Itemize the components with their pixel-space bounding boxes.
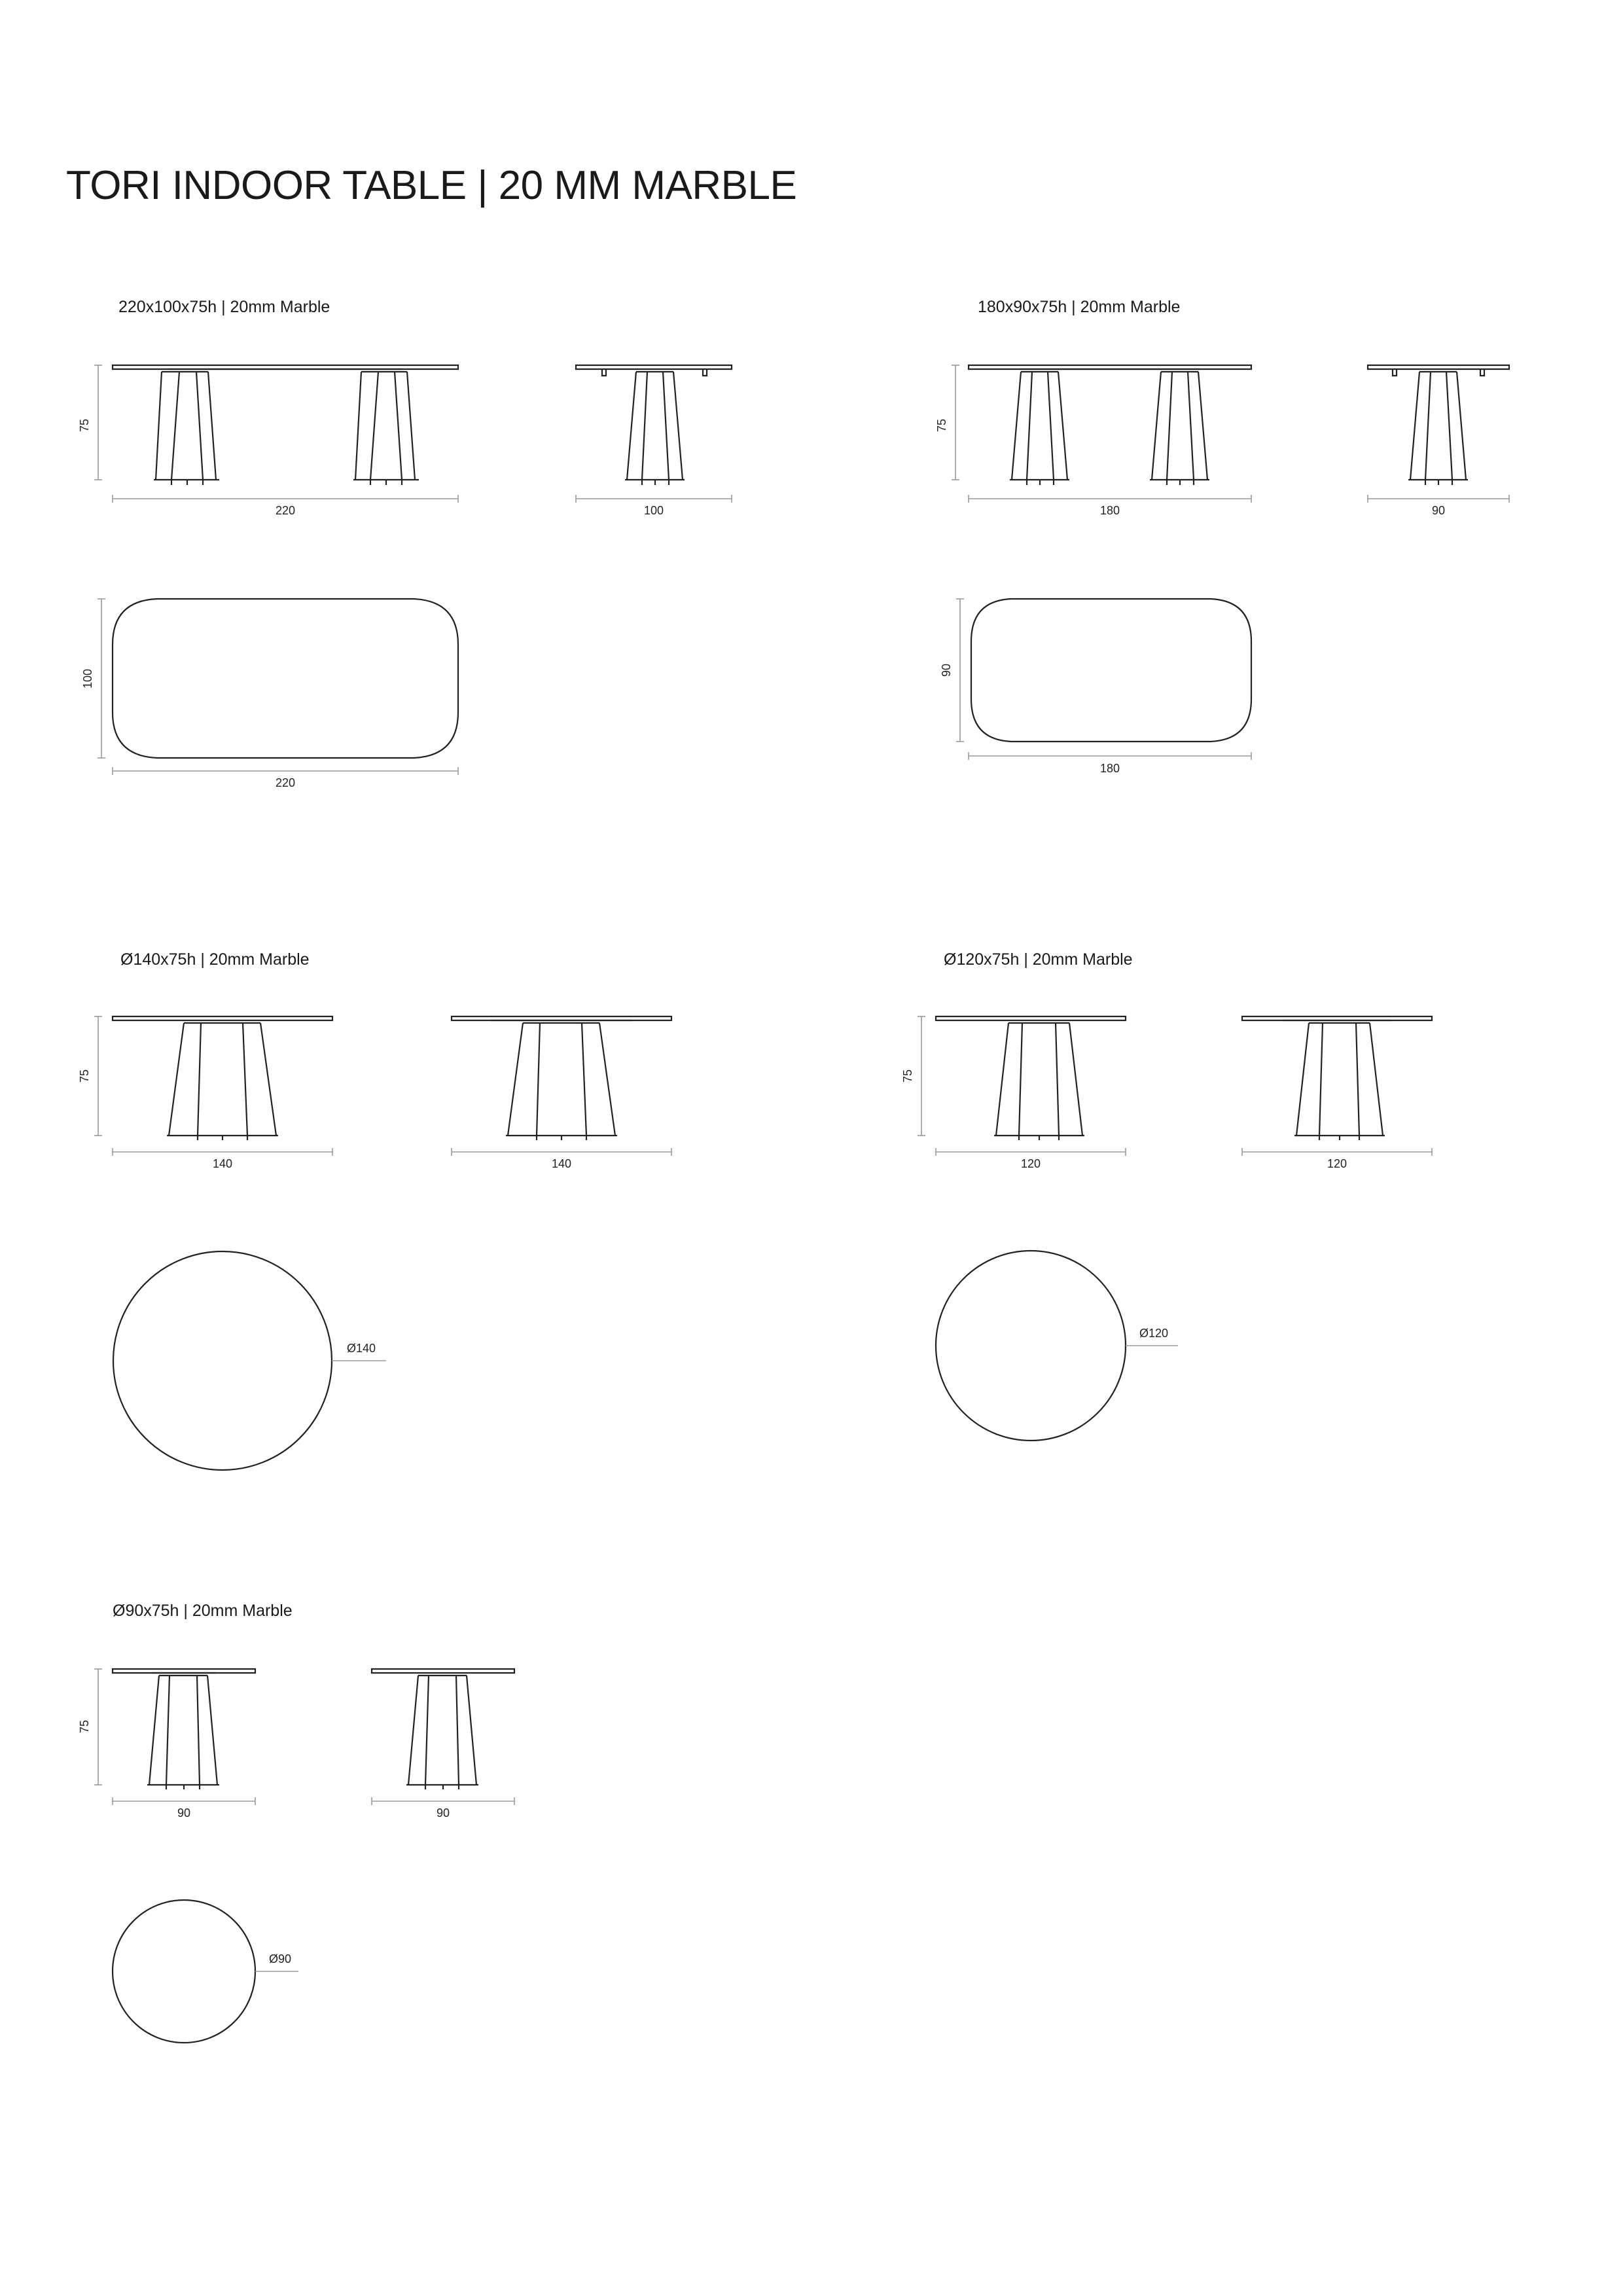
width-label: 120: [1020, 1157, 1041, 1170]
depth-dimension: [956, 599, 964, 742]
elevation-front-d120: [936, 1016, 1126, 1140]
elevation-front-d90: [113, 1669, 255, 1789]
width-dimension: [372, 1797, 514, 1805]
width-label: 220: [275, 776, 296, 789]
elevation-front-220x100: [113, 365, 458, 485]
diameter-label: Ø120: [1139, 1327, 1169, 1340]
width-label: 100: [643, 504, 664, 517]
elevation-side-d140: [452, 1016, 671, 1140]
depth-dimension: [98, 599, 105, 758]
width-dimension: [1368, 495, 1509, 503]
diameter-label: Ø140: [347, 1342, 376, 1355]
height-label: 75: [78, 1069, 91, 1083]
elevation-side-d90: [372, 1669, 514, 1789]
width-label: 180: [1099, 504, 1120, 517]
width-dimension: [452, 1148, 671, 1156]
plan-view-180x90: [971, 599, 1251, 742]
width-label: 220: [275, 504, 296, 517]
plan-view-d120: [936, 1251, 1178, 1441]
depth-label: 100: [81, 668, 94, 689]
height-dimension: [918, 1016, 925, 1136]
section-caption-220x100: 220x100x75h | 20mm Marble: [118, 298, 330, 316]
width-dimension: [969, 752, 1251, 760]
width-dimension: [969, 495, 1251, 503]
section-caption-180x90: 180x90x75h | 20mm Marble: [978, 298, 1181, 316]
width-dimension: [113, 1148, 332, 1156]
height-label: 75: [78, 1719, 91, 1734]
elevation-side-d120: [1242, 1016, 1432, 1140]
elevation-front-180x90: [969, 365, 1251, 485]
width-label: 90: [436, 1806, 450, 1820]
section-caption-d90: Ø90x75h | 20mm Marble: [113, 1602, 293, 1620]
width-dimension: [113, 1797, 255, 1805]
width-label: 90: [177, 1806, 191, 1820]
width-label: 120: [1327, 1157, 1347, 1170]
height-dimension: [952, 365, 959, 480]
diameter-label: Ø90: [269, 1952, 292, 1965]
elevation-side-180x90: [1368, 365, 1509, 485]
page-title: TORI INDOOR TABLE | 20 MM MARBLE: [66, 163, 797, 208]
elevation-front-d140: [113, 1016, 332, 1140]
width-dimension: [936, 1148, 1126, 1156]
height-label: 75: [78, 418, 91, 433]
height-label: 75: [901, 1069, 914, 1083]
height-dimension: [94, 1669, 102, 1785]
plan-view-220x100: [113, 599, 458, 758]
width-label: 90: [1431, 504, 1446, 517]
plan-view-d90: [113, 1900, 298, 2043]
width-label: 140: [551, 1157, 572, 1170]
depth-label: 90: [940, 663, 953, 677]
width-dimension: [113, 495, 458, 503]
width-label: 140: [212, 1157, 233, 1170]
elevation-side-220x100: [576, 365, 732, 485]
width-label: 180: [1099, 762, 1120, 775]
plan-view-d140: [113, 1251, 386, 1470]
width-dimension: [576, 495, 732, 503]
width-dimension: [1242, 1148, 1432, 1156]
width-dimension: [113, 767, 458, 775]
height-label: 75: [935, 418, 948, 433]
section-caption-d120: Ø120x75h | 20mm Marble: [944, 950, 1133, 969]
height-dimension: [94, 365, 102, 480]
section-caption-d140: Ø140x75h | 20mm Marble: [120, 950, 310, 969]
height-dimension: [94, 1016, 102, 1136]
